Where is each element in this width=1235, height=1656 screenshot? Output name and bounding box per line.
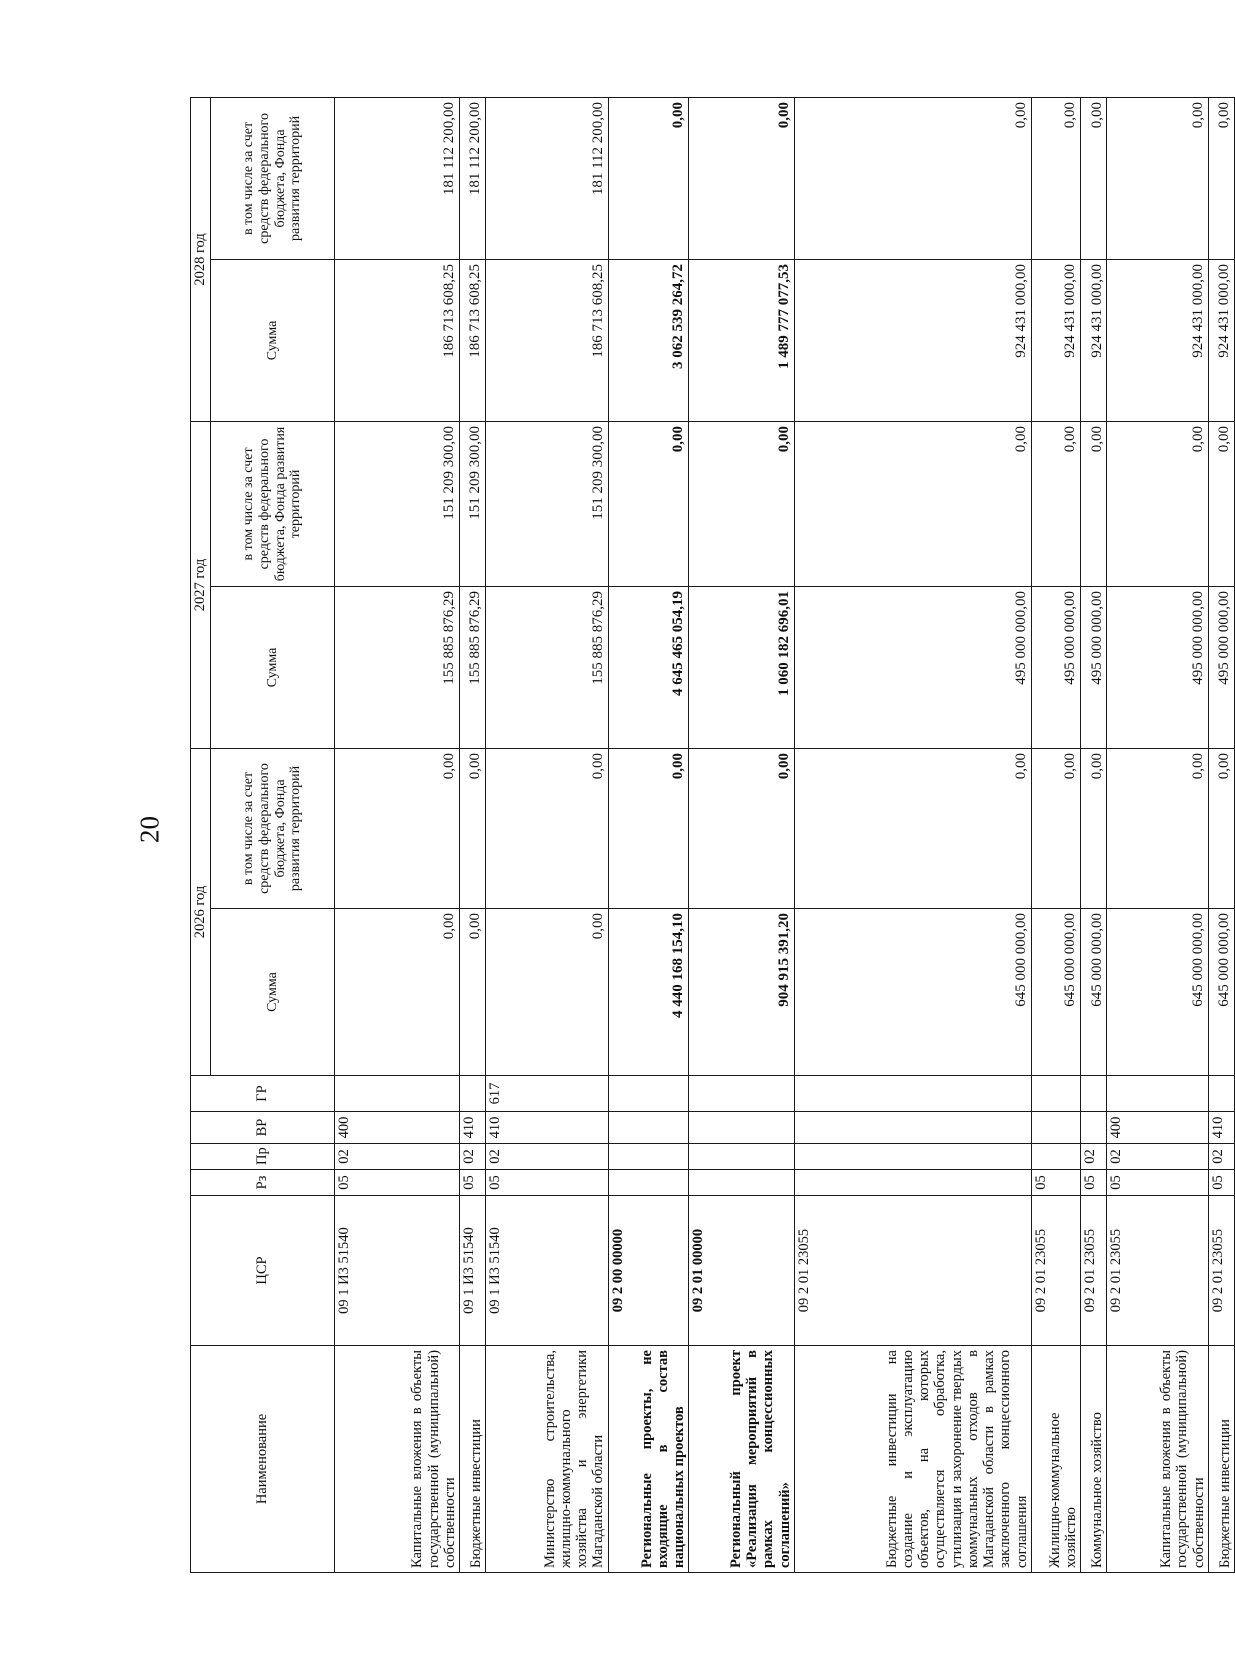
row-vr <box>794 1112 1031 1144</box>
row-rz: 05 <box>335 1170 460 1196</box>
row-federal-2026: 0,00 <box>608 748 689 908</box>
row-gr <box>608 1076 689 1112</box>
row-federal-2026: 0,00 <box>689 748 794 908</box>
row-sum-2026: 645 000 000,00 <box>1081 909 1107 1076</box>
row-sum-2028: 924 431 000,00 <box>794 259 1031 421</box>
row-rz: 05 <box>1208 1170 1234 1196</box>
table-row <box>794 97 1031 1572</box>
row-federal-2027: 0,00 <box>1208 421 1234 586</box>
row-gr <box>1081 1076 1107 1112</box>
row-federal-2027: 0,00 <box>1107 421 1209 586</box>
row-gr <box>794 1076 1031 1112</box>
row-name: Региональный проект «Реализация мероприятий в рамках концессионных соглашений» <box>689 1346 794 1573</box>
row-sum-2027: 1 060 182 696,01 <box>689 586 794 748</box>
table-row <box>460 97 486 1572</box>
row-rz: 05 <box>486 1170 608 1196</box>
row-rz: 05 <box>1107 1170 1209 1196</box>
row-pr: 02 <box>1081 1144 1107 1170</box>
row-vr: 410 <box>460 1112 486 1144</box>
row-gr <box>689 1076 794 1112</box>
row-name: Бюджетные инвестиции на создание и эксплуатацию объектов, на которых осуществляется обработка, утилизация и захоронение твердых коммунальных отходов в Магаданской области в рамках заключенного концессионного соглашения <box>794 1346 1031 1573</box>
budget-table-rotated <box>190 98 1235 1573</box>
table-row <box>486 97 608 1572</box>
row-gr <box>1208 1076 1234 1112</box>
row-name: Жилищно-коммунальное хозяйство <box>1031 1346 1080 1573</box>
row-csr: 09 1 И3 51540 <box>486 1196 608 1346</box>
row-federal-2028: 181 112 200,00 <box>460 97 486 259</box>
row-csr: 09 2 01 23055 <box>1031 1196 1080 1346</box>
row-pr <box>794 1144 1031 1170</box>
row-federal-2028: 0,00 <box>608 97 689 259</box>
row-federal-2027: 0,00 <box>1031 421 1080 586</box>
row-name: Капитальные вложения в объекты государственной (муниципальной) собственности <box>1107 1346 1209 1573</box>
row-name: Министерство строительства, жилищно-коммунального хозяйства и энергетики Магаданской области <box>486 1346 608 1573</box>
row-federal-2027: 0,00 <box>1081 421 1107 586</box>
row-federal-2028: 0,00 <box>1208 97 1234 259</box>
row-csr: 09 2 00 00000 <box>608 1196 689 1346</box>
row-name: Коммунальное хозяйство <box>1081 1346 1107 1573</box>
row-sum-2027: 4 645 465 054,19 <box>608 586 689 748</box>
row-federal-2026: 0,00 <box>460 748 486 908</box>
row-name: Капитальные вложения в объекты государственной (муниципальной) собственности <box>335 1346 460 1573</box>
row-pr <box>608 1144 689 1170</box>
row-federal-2027: 151 209 300,00 <box>335 421 460 586</box>
row-sum-2027: 155 885 876,29 <box>486 586 608 748</box>
header-federal-2028: в том числе за счет средств федерального бюджета, Фонда развития территорий <box>211 97 335 259</box>
row-gr <box>1107 1076 1209 1112</box>
row-rz <box>608 1170 689 1196</box>
row-vr: 410 <box>486 1112 608 1144</box>
row-vr <box>689 1112 794 1144</box>
header-rz: Рз <box>191 1170 335 1196</box>
row-sum-2028: 3 062 539 264,72 <box>608 259 689 421</box>
row-federal-2027: 0,00 <box>689 421 794 586</box>
row-sum-2028: 924 431 000,00 <box>1031 259 1080 421</box>
header-csr: ЦСР <box>191 1196 335 1346</box>
row-vr: 400 <box>335 1112 460 1144</box>
row-pr: 02 <box>335 1144 460 1170</box>
row-sum-2026: 645 000 000,00 <box>1107 909 1209 1076</box>
row-federal-2026: 0,00 <box>1107 748 1209 908</box>
budget-table <box>190 97 1235 1573</box>
row-sum-2027: 495 000 000,00 <box>1031 586 1080 748</box>
row-federal-2026: 0,00 <box>486 748 608 908</box>
row-csr: 09 2 01 23055 <box>1107 1196 1209 1346</box>
row-csr: 09 2 01 23055 <box>794 1196 1031 1346</box>
row-sum-2026: 645 000 000,00 <box>1031 909 1080 1076</box>
row-rz <box>689 1170 794 1196</box>
row-sum-2026: 645 000 000,00 <box>1208 909 1234 1076</box>
table-row <box>608 97 689 1572</box>
row-sum-2028: 186 713 608,25 <box>335 259 460 421</box>
row-federal-2028: 0,00 <box>1081 97 1107 259</box>
row-vr <box>1031 1112 1080 1144</box>
row-csr: 09 1 И3 51540 <box>335 1196 460 1346</box>
header-federal-2026: в том числе за счет средств федерального бюджета, Фонда развития территорий <box>211 748 335 908</box>
header-sum-2026: Сумма <box>211 909 335 1076</box>
row-federal-2026: 0,00 <box>794 748 1031 908</box>
table-row <box>1208 97 1234 1572</box>
header-pr: Пр <box>191 1144 335 1170</box>
row-federal-2028: 0,00 <box>794 97 1031 259</box>
row-pr: 02 <box>1208 1144 1234 1170</box>
table-body <box>335 97 1235 1572</box>
row-gr: 617 <box>486 1076 608 1112</box>
header-year-2026: 2026 год <box>191 748 211 1075</box>
row-name: Бюджетные инвестиции <box>460 1346 486 1573</box>
row-federal-2028: 181 112 200,00 <box>335 97 460 259</box>
row-federal-2026: 0,00 <box>1208 748 1234 908</box>
row-sum-2027: 495 000 000,00 <box>794 586 1031 748</box>
row-sum-2028: 1 489 777 077,53 <box>689 259 794 421</box>
row-sum-2028: 924 431 000,00 <box>1081 259 1107 421</box>
header-federal-2027: в том числе за счет средств федерального бюджета, Фонда развития территорий <box>211 421 335 586</box>
row-federal-2026: 0,00 <box>1031 748 1080 908</box>
row-pr: 02 <box>486 1144 608 1170</box>
page-number: 20 <box>134 816 165 843</box>
row-vr: 400 <box>1107 1112 1209 1144</box>
row-sum-2027: 495 000 000,00 <box>1107 586 1209 748</box>
row-federal-2026: 0,00 <box>335 748 460 908</box>
header-name: Наименование <box>191 1346 335 1573</box>
row-sum-2028: 924 431 000,00 <box>1107 259 1209 421</box>
row-federal-2028: 0,00 <box>1031 97 1080 259</box>
row-name: Региональные проекты, не входящие в состав национальных проектов <box>608 1346 689 1573</box>
header-year-2027: 2027 год <box>191 421 211 748</box>
row-federal-2028: 0,00 <box>1107 97 1209 259</box>
table-row <box>689 97 794 1572</box>
row-gr <box>460 1076 486 1112</box>
row-federal-2027: 0,00 <box>794 421 1031 586</box>
table-row <box>335 97 460 1572</box>
row-sum-2026: 0,00 <box>335 909 460 1076</box>
header-sum-2028: Сумма <box>211 259 335 421</box>
row-name: Бюджетные инвестиции <box>1208 1346 1234 1573</box>
row-federal-2027: 151 209 300,00 <box>486 421 608 586</box>
header-year-2028: 2028 год <box>191 97 211 421</box>
row-sum-2026: 0,00 <box>486 909 608 1076</box>
row-sum-2028: 924 431 000,00 <box>1208 259 1234 421</box>
row-rz: 05 <box>1031 1170 1080 1196</box>
row-csr: 09 2 01 23055 <box>1081 1196 1107 1346</box>
header-gr: ГР <box>191 1076 335 1112</box>
row-pr <box>1031 1144 1080 1170</box>
table-row <box>1081 97 1107 1572</box>
row-sum-2027: 155 885 876,29 <box>335 586 460 748</box>
row-vr <box>608 1112 689 1144</box>
row-federal-2028: 0,00 <box>689 97 794 259</box>
row-sum-2027: 155 885 876,29 <box>460 586 486 748</box>
table-row <box>1031 97 1080 1572</box>
row-rz <box>794 1170 1031 1196</box>
header-vr: ВР <box>191 1112 335 1144</box>
header-sum-2027: Сумма <box>211 586 335 748</box>
row-pr: 02 <box>1107 1144 1209 1170</box>
row-csr: 09 2 01 00000 <box>689 1196 794 1346</box>
row-federal-2028: 181 112 200,00 <box>486 97 608 259</box>
row-gr <box>335 1076 460 1112</box>
row-sum-2026: 0,00 <box>460 909 486 1076</box>
row-federal-2027: 0,00 <box>608 421 689 586</box>
row-csr: 09 1 И3 51540 <box>460 1196 486 1346</box>
row-vr <box>1081 1112 1107 1144</box>
row-csr: 09 2 01 23055 <box>1208 1196 1234 1346</box>
row-gr <box>1031 1076 1080 1112</box>
row-sum-2027: 495 000 000,00 <box>1208 586 1234 748</box>
row-sum-2028: 186 713 608,25 <box>486 259 608 421</box>
row-rz: 05 <box>460 1170 486 1196</box>
row-rz: 05 <box>1081 1170 1107 1196</box>
table-row <box>1107 97 1209 1572</box>
row-sum-2028: 186 713 608,25 <box>460 259 486 421</box>
row-federal-2027: 151 209 300,00 <box>460 421 486 586</box>
row-pr: 02 <box>460 1144 486 1170</box>
row-federal-2026: 0,00 <box>1081 748 1107 908</box>
row-sum-2026: 645 000 000,00 <box>794 909 1031 1076</box>
row-sum-2026: 4 440 168 154,10 <box>608 909 689 1076</box>
row-sum-2027: 495 000 000,00 <box>1081 586 1107 748</box>
row-sum-2026: 904 915 391,20 <box>689 909 794 1076</box>
row-pr <box>689 1144 794 1170</box>
row-vr: 410 <box>1208 1112 1234 1144</box>
